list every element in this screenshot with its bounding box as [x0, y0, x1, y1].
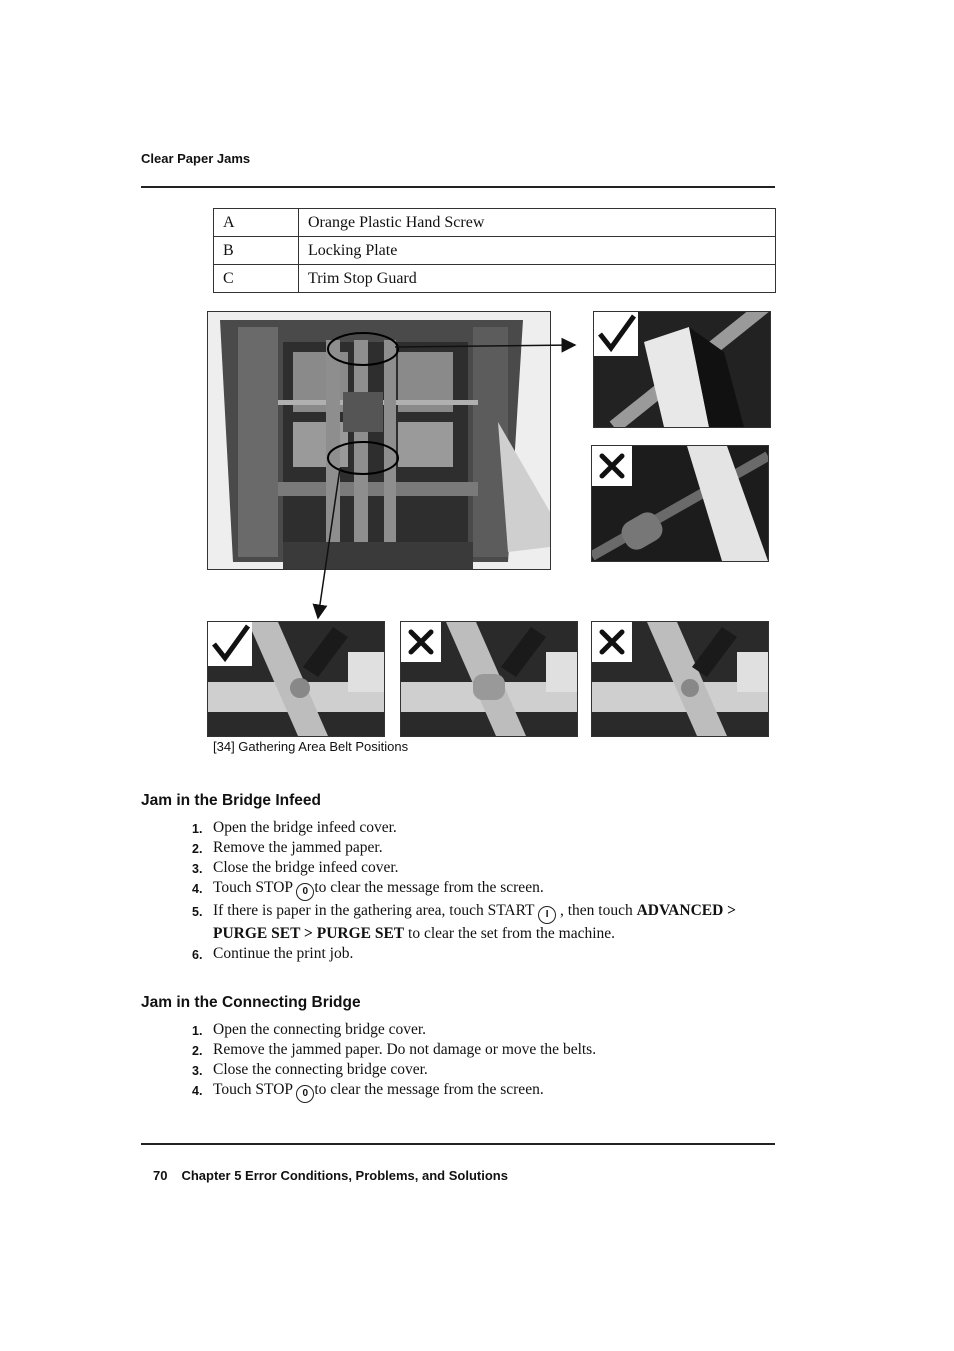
step-text: Close the bridge infeed cover.	[213, 859, 399, 876]
step-number: 2.	[192, 842, 203, 856]
legend-key: B	[214, 237, 299, 265]
legend-key: A	[214, 209, 299, 237]
bridge-infeed-steps	[141, 818, 781, 964]
section-heading: Jam in the Bridge Infeed	[141, 792, 322, 809]
running-head: Clear Paper Jams	[141, 151, 251, 166]
step-text: to clear the message from the screen.	[314, 1081, 544, 1098]
chapter-title: Chapter 5 Error Conditions, Problems, and Solutions	[181, 1168, 508, 1183]
legend-label: Locking Plate	[299, 237, 776, 265]
step-text: Close the connecting bridge cover.	[213, 1061, 428, 1078]
footer-rule	[141, 1143, 775, 1145]
belt-position-wrong-photo-2	[591, 621, 769, 737]
stop-key-icon: 0	[296, 1085, 314, 1103]
step-number: 4.	[192, 882, 203, 896]
table-row	[214, 237, 776, 265]
list-item	[141, 901, 781, 944]
start-key-icon: I	[538, 906, 556, 924]
legend-label: Orange Plastic Hand Screw	[299, 209, 776, 237]
section-heading: Jam in the Connecting Bridge	[141, 994, 361, 1011]
list-item	[141, 878, 781, 901]
x-mark-icon	[592, 622, 632, 662]
step-text: Open the connecting bridge cover.	[213, 1021, 427, 1038]
connecting-bridge-steps	[141, 1020, 781, 1103]
x-mark-icon	[592, 446, 632, 486]
list-item	[141, 1040, 781, 1060]
step-number: 1.	[192, 822, 203, 836]
list-item	[141, 858, 781, 878]
list-item	[141, 818, 781, 838]
list-item	[141, 1020, 781, 1040]
legend-table	[213, 208, 776, 293]
step-text: Remove the jammed paper. Do not damage or move the belts.	[213, 1041, 597, 1058]
step-text: , then touch	[556, 902, 637, 919]
step-text: Open the bridge infeed cover.	[213, 819, 397, 836]
table-row	[214, 265, 776, 293]
list-item	[141, 838, 781, 858]
step-text: to clear the message from the screen.	[314, 879, 544, 896]
step-text: to clear the set from the machine.	[404, 925, 616, 942]
step-number: 4.	[192, 1084, 203, 1098]
step-text: Remove the jammed paper.	[213, 839, 383, 856]
stop-key-icon: 0	[296, 883, 314, 901]
step-number: 3.	[192, 1064, 203, 1078]
step-number: 3.	[192, 862, 203, 876]
belt-position-wrong-photo-1	[400, 621, 578, 737]
step-text: If there is paper in the gathering area, touch START	[213, 902, 539, 919]
figure-caption: [34] Gathering Area Belt Positions	[213, 739, 409, 754]
step-text: Touch STOP	[213, 1081, 297, 1098]
step-number: 1.	[192, 1024, 203, 1038]
step-number: 6.	[192, 948, 203, 962]
menu-path: ADVANCED > PURGE SET > PURGE SET	[213, 902, 736, 942]
belt-detail-correct-photo	[593, 311, 771, 428]
checkmark-icon	[208, 622, 252, 666]
step-text: Touch STOP	[213, 879, 297, 896]
belt-detail-wrong-photo	[591, 445, 769, 562]
belt-position-correct-photo	[207, 621, 385, 737]
x-mark-icon	[401, 622, 441, 662]
table-row	[214, 209, 776, 237]
connector-arrows	[300, 330, 590, 630]
page-number: 70	[153, 1168, 168, 1183]
list-item	[141, 944, 781, 964]
step-number: 5.	[192, 905, 203, 919]
list-item	[141, 1080, 781, 1103]
step-number: 2.	[192, 1044, 203, 1058]
page-footer	[153, 1168, 508, 1183]
step-text: Continue the print job.	[213, 945, 354, 962]
checkmark-icon	[594, 312, 638, 356]
list-item	[141, 1060, 781, 1080]
legend-key: C	[214, 265, 299, 293]
legend-label: Trim Stop Guard	[299, 265, 776, 293]
header-rule	[141, 186, 775, 188]
